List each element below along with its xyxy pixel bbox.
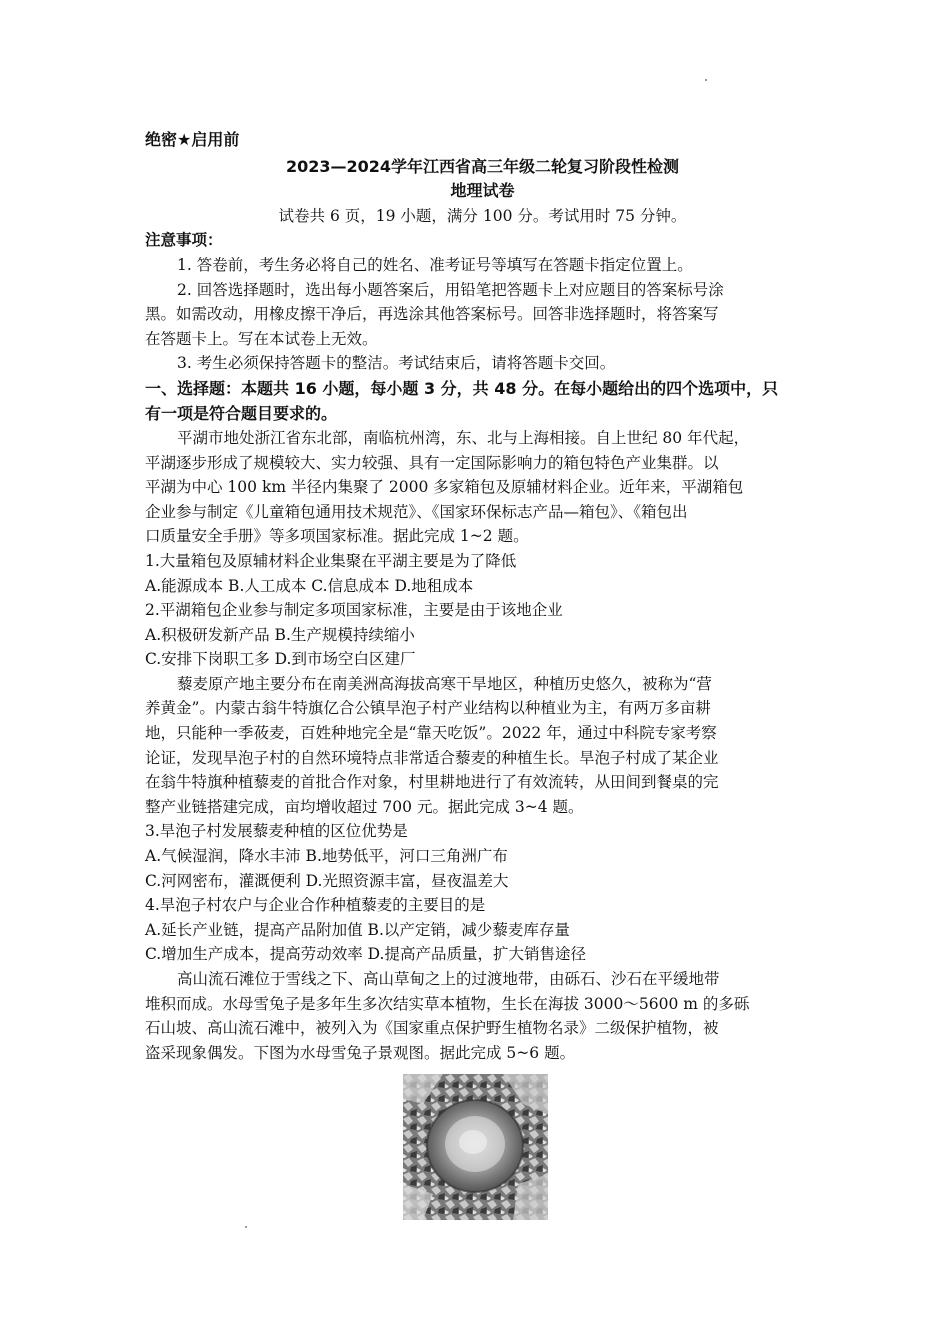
exam-page	[145, 128, 820, 1065]
passage-line: 口质量安全手册》等多项国家标准。据此完成 1~2 题。	[145, 527, 529, 546]
question-options: A.延长产业链，提高产品附加值 B.以产定销，减少藜麦库存量	[145, 920, 570, 939]
notes-heading: 注意事项：	[145, 231, 223, 250]
passage-line: 平湖为中心 100 km 半径内集聚了 2000 多家箱包及原辅材料企业。近年来，平湖箱包	[145, 478, 744, 497]
passage-line: 整产业链搭建完成，亩均增收超过 700 元。据此完成 3~4 题。	[145, 797, 584, 816]
passage-line: 藜麦原产地主要分布在南美洲高海拔高寒干旱地区，种植历史悠久，被称为“营	[177, 674, 712, 693]
subject-title: 地理试卷	[450, 181, 515, 201]
question-options: C.增加生产成本，提高劳动效率 D.提高产品质量，扩大销售途径	[145, 945, 586, 964]
passage-line: 养黄金”。内蒙古翁牛特旗亿合公镇旱泡子村产业结构以种植业为主，有两万多亩耕	[145, 699, 711, 718]
passage-line: 论证，发现旱泡子村的自然环境特点非常适合藜麦的种植生长。旱泡子村成了某企业	[145, 748, 719, 767]
note-line: 黑。如需改动，用橡皮擦干净后，再选涂其他答案标号。回答非选择题时，将答案写	[145, 305, 719, 324]
scan-speck	[705, 79, 707, 81]
note-line: 3. 考生必须保持答题卡的整洁。考试结束后，请将答题卡交回。	[177, 354, 616, 373]
plant-photo-icon	[403, 1074, 548, 1220]
question-stem: 3.旱泡子村发展藜麦种植的区位优势是	[145, 822, 408, 841]
section-heading: 一、选择题：本题共 16 小题，每小题 3 分，共 48 分。在每小题给出的四个选项中，只	[145, 378, 779, 398]
question-options: A.能源成本 B.人工成本 C.信息成本 D.地租成本	[145, 576, 474, 595]
section-heading: 有一项是符合题目要求的。	[145, 403, 338, 423]
passage-line: 企业参与制定《儿童箱包通用技术规范》、《国家环保标志产品—箱包》、《箱包出	[145, 502, 688, 521]
question-options: C.安排下岗职工多 D.到市场空白区建厂	[145, 650, 416, 669]
question-stem: 4.旱泡子村农户与企业合作种植藜麦的主要目的是	[145, 896, 486, 915]
passage-line: 石山坡、高山流石滩中，被列入为《国家重点保护野生植物名录》二级保护植物，被	[145, 1019, 719, 1038]
secret-label: 绝密★启用前	[145, 130, 240, 149]
passage-line: 盗采现象偶发。下图为水母雪兔子景观图。据此完成 5~6 题。	[145, 1043, 576, 1062]
note-line: 1. 答卷前，考生务必将自己的姓名、准考证号等填写在答题卡指定位置上。	[177, 255, 693, 274]
question-options: A.气候湿润，降水丰沛 B.地势低平，河口三角洲广布	[145, 847, 508, 866]
question-options: C.河网密布，灌溉便利 D.光照资源丰富，昼夜温差大	[145, 871, 509, 890]
passage-line: 平湖市地处浙江省东北部，南临杭州湾，东、北与上海相接。自上世纪 80 年代起，	[177, 428, 750, 447]
passage-line: 高山流石滩位于雪线之下、高山草甸之上的过渡地带，由砾石、沙石在平缓地带	[177, 970, 720, 988]
question-stem: 2.平湖箱包企业参与制定多项国家标准，主要是由于该地企业	[145, 601, 563, 620]
exam-title: 2023—2024学年江西省高三年级二轮复习阶段性检测	[285, 156, 680, 176]
note-line: 在答题卡上。写在本试卷上无效。	[145, 329, 378, 348]
question-stem: 1.大量箱包及原辅材料企业集聚在平湖主要是为了降低	[145, 551, 517, 570]
note-line: 2. 回答选择题时，选出每小题答案后，用铅笔把答题卡上对应题目的答案标号涂	[177, 280, 724, 299]
passage-line: 堆积而成。水母雪兔子是多年生多次结实草本植物，生长在海拔 3000～5600 m 的多砾	[145, 994, 750, 1013]
exam-info: 试卷共 6 页，19 小题，满分 100 分。考试用时 75 分钟。	[278, 206, 687, 225]
scan-speck	[245, 1226, 247, 1228]
question-options: A.积极研发新产品 B.生产规模持续缩小	[145, 625, 415, 644]
passage-line: 在翁牛特旗种植藜麦的首批合作对象，村里耕地进行了有效流转，从田间到餐桌的完	[145, 773, 719, 792]
passage-line: 平湖逐步形成了规模较大、实力较强、具有一定国际影响力的箱包特色产业集群。以	[145, 453, 719, 472]
passage-line: 地，只能种一季莜麦，百姓种地完全是“靠天吃饭”。2022 年，通过中科院专家考察	[145, 724, 717, 743]
